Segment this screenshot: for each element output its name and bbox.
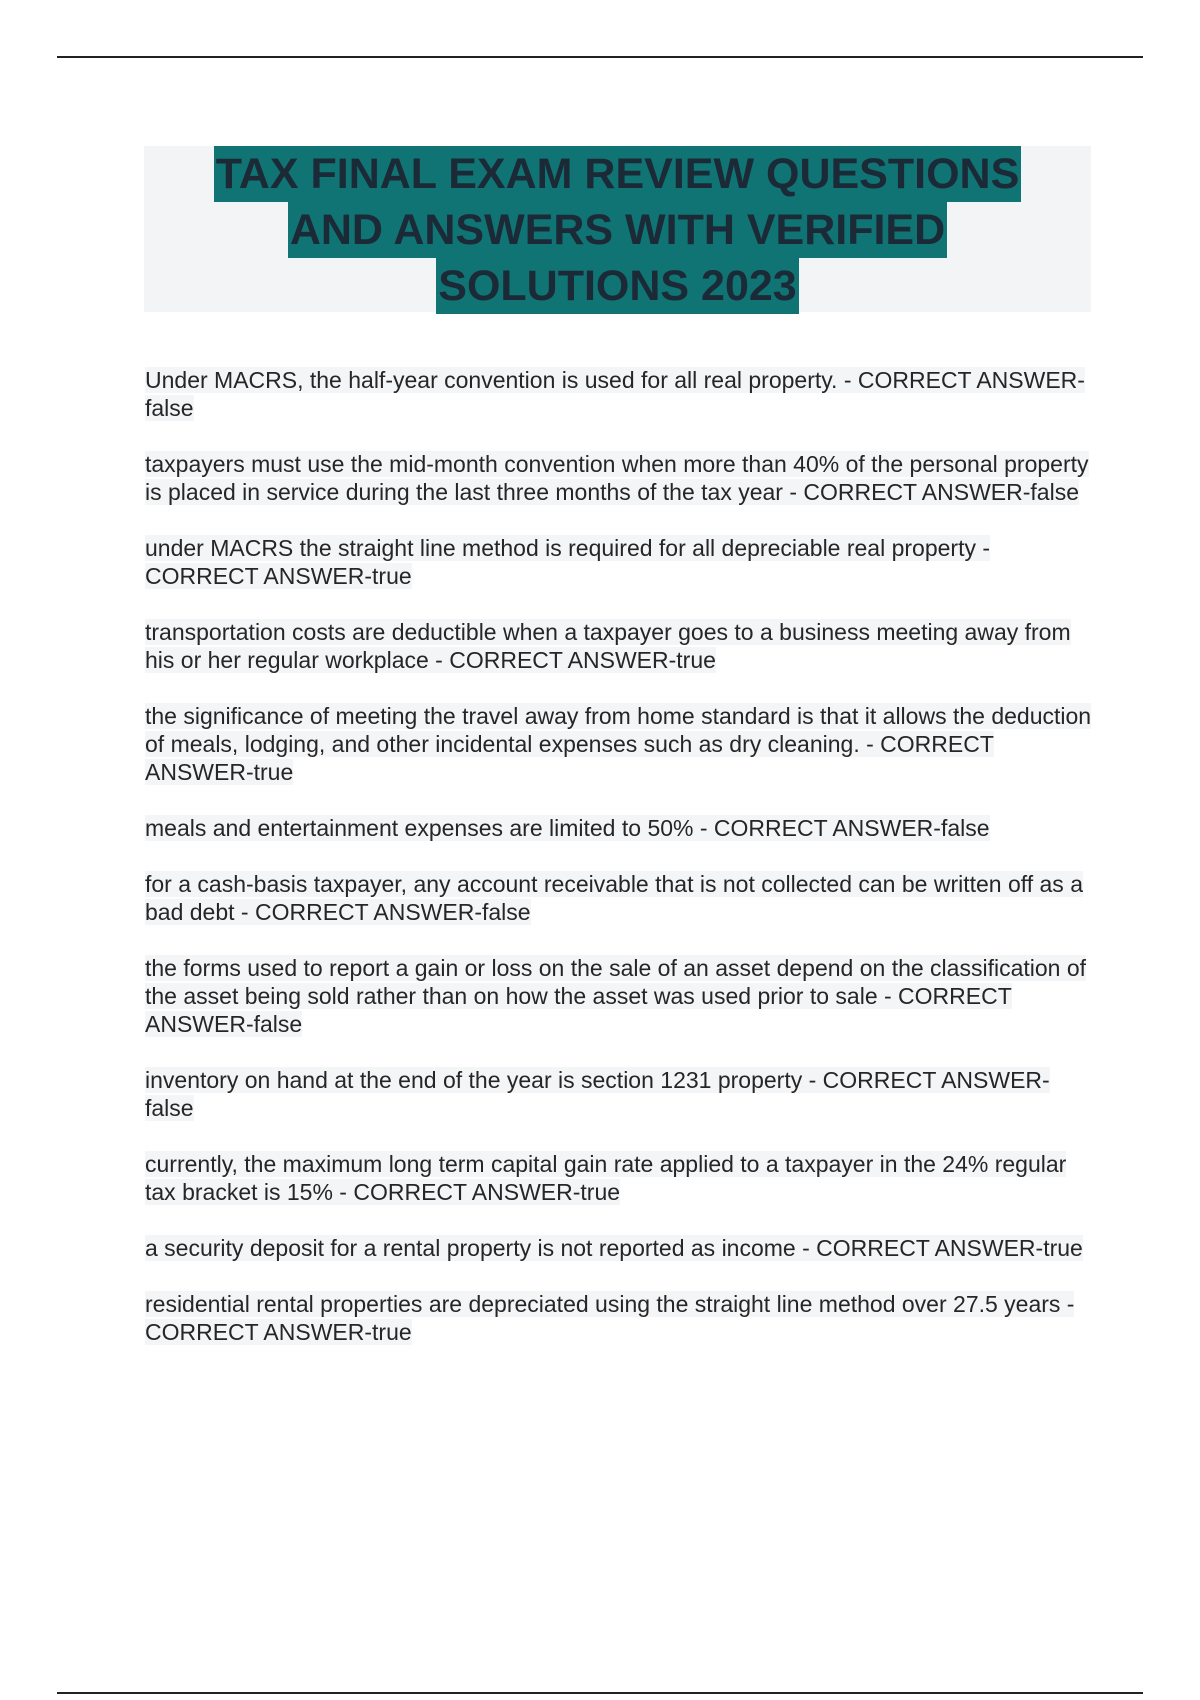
qa-text: taxpayers must use the mid-month convention when more than 40% of the personal property is placed in service during the last three months of the tax year - CORRECT ANSWER-false [145,451,1089,505]
qa-item [145,1066,1095,1122]
qa-text: meals and entertainment expenses are limited to 50% - CORRECT ANSWER-false [145,815,990,841]
title-line-3: SOLUTIONS 2023 [436,258,798,314]
question-answer-list [145,366,1095,1374]
title-line-1: TAX FINAL EXAM REVIEW QUESTIONS [214,146,1022,202]
qa-item [145,366,1095,422]
qa-item [145,870,1095,926]
qa-item [145,814,1095,842]
qa-item [145,954,1095,1038]
title-line-2: AND ANSWERS WITH VERIFIED [288,202,947,258]
qa-item [145,1290,1095,1346]
qa-text: a security deposit for a rental property is not reported as income - CORRECT ANSWER-true [145,1235,1083,1261]
qa-item [145,534,1095,590]
qa-item [145,450,1095,506]
qa-text: under MACRS the straight line method is required for all depreciable real property - CORRECT ANSWER-true [145,535,991,589]
qa-text: Under MACRS, the half-year convention is used for all real property. - CORRECT ANSWER-false [145,367,1085,421]
document-title [144,146,1091,312]
bottom-divider [57,1692,1143,1694]
qa-text: inventory on hand at the end of the year is section 1231 property - CORRECT ANSWER-false [145,1067,1050,1121]
qa-item [145,618,1095,674]
qa-text: the significance of meeting the travel away from home standard is that it allows the deduction of meals, lodging, and other incidental expenses such as dry cleaning. - CORRECT ANSWER-true [145,703,1092,785]
qa-text: for a cash-basis taxpayer, any account receivable that is not collected can be written off as a bad debt - CORRECT ANSWER-false [145,871,1083,925]
qa-item [145,1150,1095,1206]
qa-item [145,702,1095,786]
qa-text: the forms used to report a gain or loss on the sale of an asset depend on the classification of the asset being sold rather than on how the asset was used prior to sale - CORRECT ANSWER-false [145,955,1087,1037]
qa-text: residential rental properties are depreciated using the straight line method over 27.5 years - CORRECT ANSWER-true [145,1291,1075,1345]
top-divider [57,56,1143,58]
qa-text: transportation costs are deductible when a taxpayer goes to a business meeting away from his or her regular workplace - CORRECT ANSWER-true [145,619,1071,673]
qa-text: currently, the maximum long term capital gain rate applied to a taxpayer in the 24% regular tax bracket is 15% - CORRECT ANSWER-true [145,1151,1067,1205]
qa-item [145,1234,1095,1262]
